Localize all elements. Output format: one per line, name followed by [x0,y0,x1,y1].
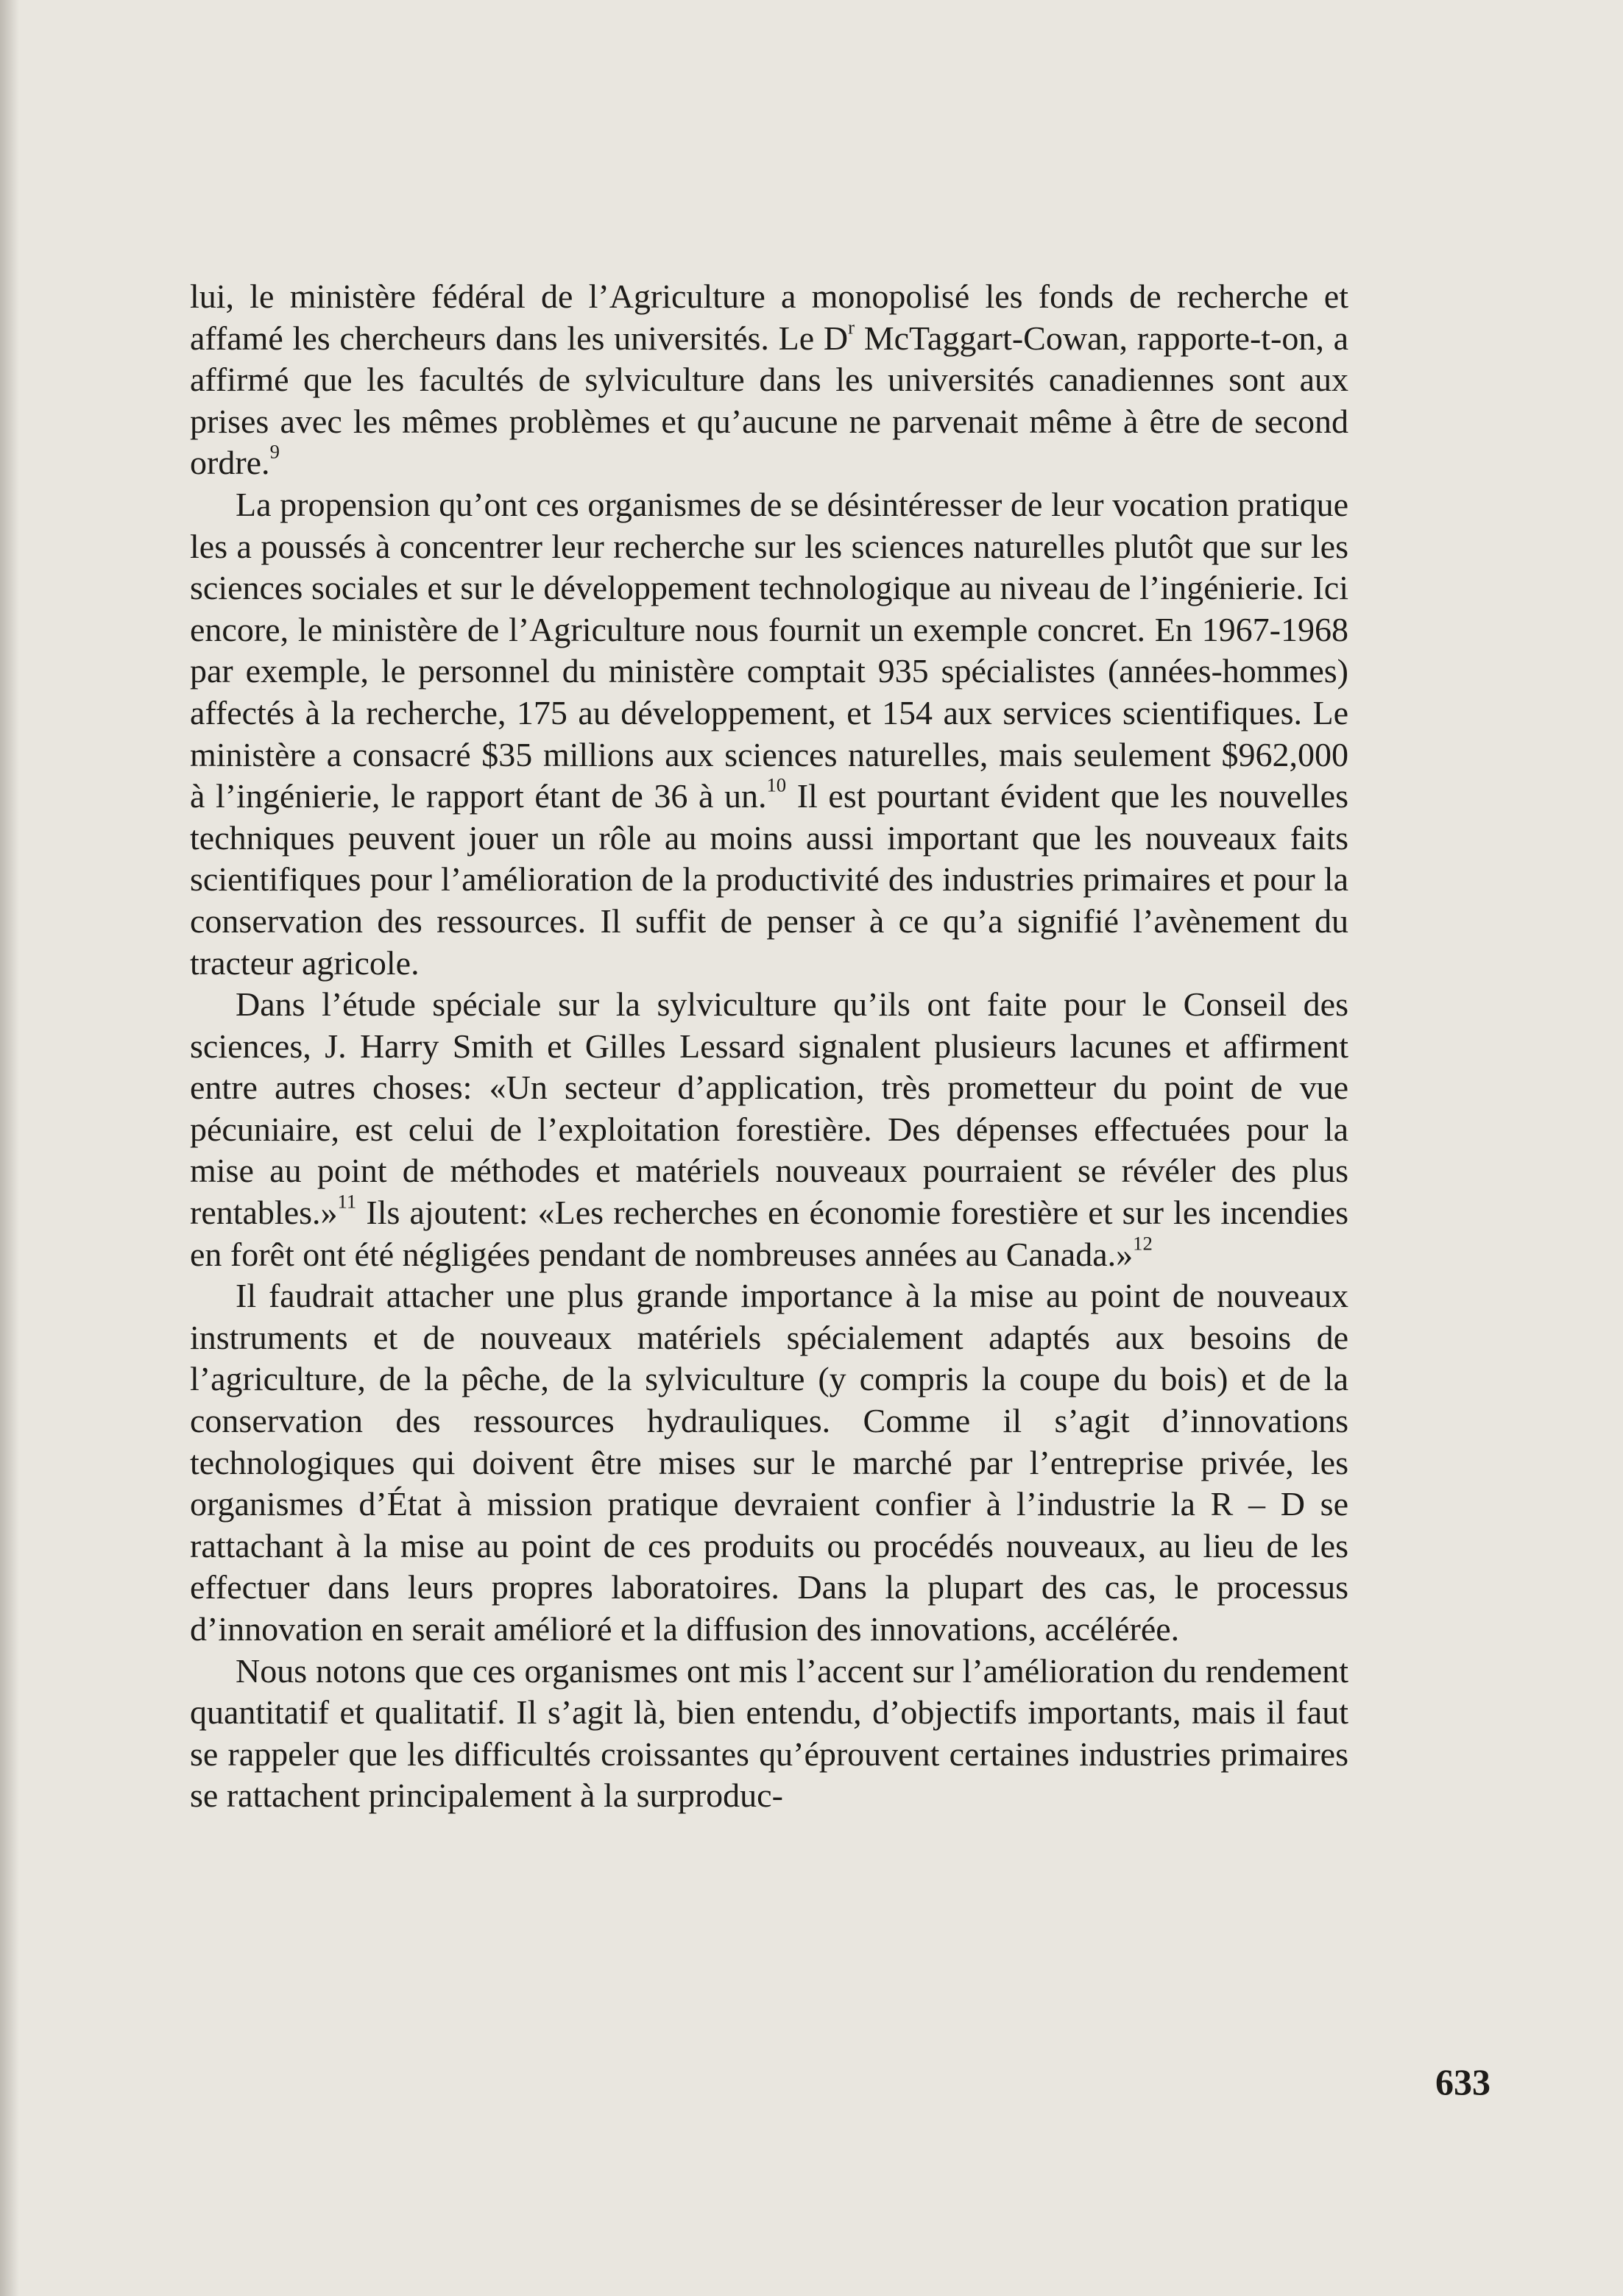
paragraph [190,1651,1348,1817]
paragraph-text: Ils ajoutent: «Les recherches en économie forestière et sur les incendies en forêt ont été négligées pendant de nombreuses années au Canada.» [190,1194,1348,1273]
page-edge [0,0,19,2296]
page-number: 633 [1435,2061,1491,2102]
footnote-marker: r [848,316,855,339]
paragraph-text: Il faudrait attacher une plus grande importance à la mise au point de nouveaux instruments et de nouveaux matériels spécialement adaptés aux besoins de l’agriculture, de la pêche, de la sylviculture (y compris la coupe du bois) et de la conservation des ressources hydrauliques. Comme il s’agit d’innovations technologiques qui doivent être mises sur le marché par l’entreprise privée, les organismes d’État à mission pratique devraient confier à l’industrie la R – D se rattachant à la mise au point de ces produits ou procédés nouveaux, au lieu de les effectuer dans leurs propres laboratoires. Dans la plupart des cas, le processus d’innovation en serait amélioré et la diffusion des innovations, accélérée. [190,1277,1348,1648]
footnote-marker: 11 [337,1190,357,1213]
body-text [190,276,1348,1817]
paragraph-text: McTaggart-Cowan, rapporte-t-on, a affirmé que les facultés de sylviculture dans les universités canadiennes sont aux prises avec les mêmes problèmes et qu’aucune ne parvenait même à être de second ordre. [190,319,1349,482]
paragraph [190,984,1348,1275]
footnote-marker: 9 [269,441,280,464]
footnote-marker: 10 [766,773,787,796]
paragraph-text: Nous notons que ces organismes ont mis l’accent sur l’amélioration du rendement quantitatif et qualitatif. Il s’agit là, bien entendu, d’objectifs importants, mais il faut se rappeler que les difficultés croissantes qu’éprouvent certaines industries primaires se rattachent principalement à la surproduc- [190,1651,1348,1815]
paragraph-text: lui, le ministère fédéral de l’Agriculture a monopolisé les fonds de recherche et affamé les chercheurs dans les universités. Le D [190,277,1348,357]
paragraph-text: La propension qu’ont ces organismes de se désintéresser de leur vocation pratique les a poussés à concentrer leur recherche sur les sciences naturelles plutôt que sur les sciences sociales et sur le développement technologique au niveau de l’ingénierie. Ici encore, le ministère de l’Agriculture nous fournit un exemple concret. En 1967-1968 par exemple, le personnel du ministère comptait 935 spécialistes (années-hommes) affectés à la recherche, 175 au développement, et 154 aux services scientifiques. Le ministère a consacré $35 millions aux sciences naturelles, mais seulement $962,000 à l’ingénierie, le rapport étant de 36 à un. [190,485,1348,815]
footnote-marker: 12 [1133,1232,1153,1255]
paragraph-text: Il est pourtant évident que les nouvelles techniques peuvent jouer un rôle au moins aussi important que les nouveaux faits scientifiques pour l’amélioration de la productivité des industries primaires et pour la conservation des ressources. Il suffit de penser à ce qu’a signifié l’avènement du tracteur agricole. [190,777,1348,982]
paragraph-text: Dans l’étude spéciale sur la sylviculture qu’ils ont faite pour le Conseil des sciences, J. Harry Smith et Gilles Lessard signalent plusieurs lacunes et affirment entre autres choses: «Un secteur d’application, très prometteur du point de vue pécuniaire, est celui de l’exploitation forestière. Des dépenses effectuées pour la mise au point de méthodes et matériels nouveaux pourraient se révéler des plus rentables.» [190,985,1348,1232]
paragraph [190,1275,1348,1650]
paragraph [190,276,1348,484]
paragraph [190,484,1348,984]
